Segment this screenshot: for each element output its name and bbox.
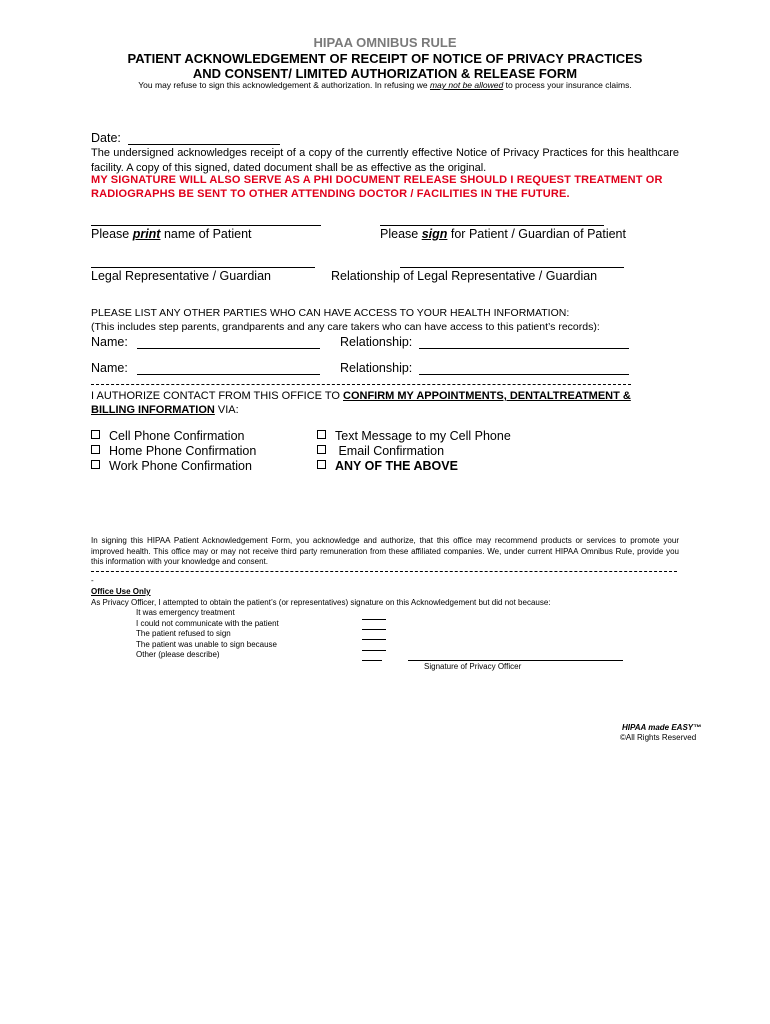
reason-emergency-blank[interactable] [362,619,386,620]
option-email[interactable]: Email Confirmation [317,444,444,458]
authorize-line-2: BILLING INFORMATION VIA: [91,404,239,416]
patient-signature-field[interactable] [380,225,604,226]
form-title-line-2: AND CONSENT/ LIMITED AUTHORIZATION & RELEASE FORM [192,66,578,81]
date-row [91,131,280,145]
checkbox[interactable] [317,445,326,454]
option-work-phone[interactable]: Work Phone Confirmation [91,459,252,473]
checkbox[interactable] [91,445,100,454]
office-use-intro: As Privacy Officer, I attempted to obtain the patient’s (or representatives) signature on this Acknowledgement but did not because: [91,598,551,607]
legal-representative-field[interactable] [91,267,315,268]
print-name-label: Please print name of Patient [91,227,252,241]
representative-relationship-label: Relationship of Legal Representative / Guardian [331,269,598,283]
checkbox[interactable] [317,460,326,469]
reason-refused-blank[interactable] [362,639,386,640]
date-field[interactable] [128,144,280,145]
phi-release-notice: MY SIGNATURE WILL ALSO SERVE AS A PHI DOCUMENT RELEASE SHOULD I REQUEST TREATMENT OR RADIOGRAPHS BE SENT TO OTHER ATTENDING DOCTOR / FACILITIES IN THE FUTURE. [91,174,663,200]
checkbox[interactable] [317,430,326,439]
section-divider [91,384,631,385]
party-2-name-row [91,361,320,375]
acknowledgement-paragraph: The undersigned acknowledges receipt of a copy of the currently effective Notice of Privacy Practices for this healthcare facility. A copy of this signed, dated document shall be as effective as the original. [91,147,679,174]
divider-dash: - [91,576,94,585]
sign-label: Please sign for Patient / Guardian of Patient [380,227,626,241]
party-1-name-row [91,335,320,349]
party-1-relationship-field[interactable] [419,348,629,349]
option-cell-phone[interactable]: Cell Phone Confirmation [91,429,245,443]
checkbox[interactable] [91,430,100,439]
reason-could-not-communicate: I could not communicate with the patient [136,619,279,628]
rights-reserved: ©All Rights Reserved [620,733,697,742]
reason-could-not-communicate-blank[interactable] [362,629,386,630]
representative-relationship-field[interactable] [400,267,624,268]
option-home-phone[interactable]: Home Phone Confirmation [91,444,256,458]
party-1-name-field[interactable] [137,348,320,349]
privacy-officer-signature-label: Signature of Privacy Officer [424,662,522,671]
other-parties-heading: PLEASE LIST ANY OTHER PARTIES WHO CAN HAVE ACCESS TO YOUR HEALTH INFORMATION: [91,307,570,319]
relationship-label: Relationship: [340,361,413,375]
date-label: Date: [91,131,121,145]
refuse-notice: You may refuse to sign this acknowledgement & authorization. In refusing we may not be allowed to process your insurance claims. [138,80,632,90]
office-divider [91,571,677,572]
party-2-relationship-field[interactable] [419,374,629,375]
name-label: Name: [91,335,128,349]
form-title-line-1: PATIENT ACKNOWLEDGEMENT OF RECEIPT OF NOTICE OF PRIVACY PRACTICES [127,51,643,66]
party-1-relationship-row [340,335,629,349]
form-pretitle: HIPAA OMNIBUS RULE [313,35,457,50]
brand-mark: HIPAA made EASY™ [622,723,702,732]
patient-print-name-field[interactable] [91,225,321,226]
reason-other: Other (please describe) [136,650,220,659]
name-label: Name: [91,361,128,375]
reason-unable-blank[interactable] [362,650,386,651]
authorize-line-1: I AUTHORIZE CONTACT FROM THIS OFFICE TO CONFIRM MY APPOINTMENTS, DENTALTREATMENT & [91,390,631,402]
reason-emergency: It was emergency treatment [136,608,235,617]
option-text-message[interactable]: Text Message to my Cell Phone [317,429,511,443]
checkbox[interactable] [91,460,100,469]
party-2-name-field[interactable] [137,374,320,375]
privacy-officer-signature-field[interactable] [408,660,623,661]
reason-other-blank[interactable] [362,660,382,661]
option-any-of-the-above[interactable]: ANY OF THE ABOVE [317,459,458,473]
may-not-be-allowed-text: may not be allowed [429,80,504,90]
disclaimer-paragraph: In signing this HIPAA Patient Acknowledgement Form, you acknowledge and authorize, that this office may recommend products or services to promote your improved health. This office may or may not receive third party remuneration from these affiliated companies. We, under current HIPAA Omnibus Rule, provide you this information with your knowledge and consent. [91,536,679,566]
reason-refused: The patient refused to sign [136,629,231,638]
office-use-heading: Office Use Only [91,587,151,596]
party-2-relationship-row [340,361,629,375]
legal-representative-label: Legal Representative / Guardian [91,269,271,283]
relationship-label: Relationship: [340,335,413,349]
reason-unable: The patient was unable to sign because [136,640,277,649]
other-parties-subheading: (This includes step parents, grandparents and any care takers who can have access to this patient’s records): [91,321,600,333]
